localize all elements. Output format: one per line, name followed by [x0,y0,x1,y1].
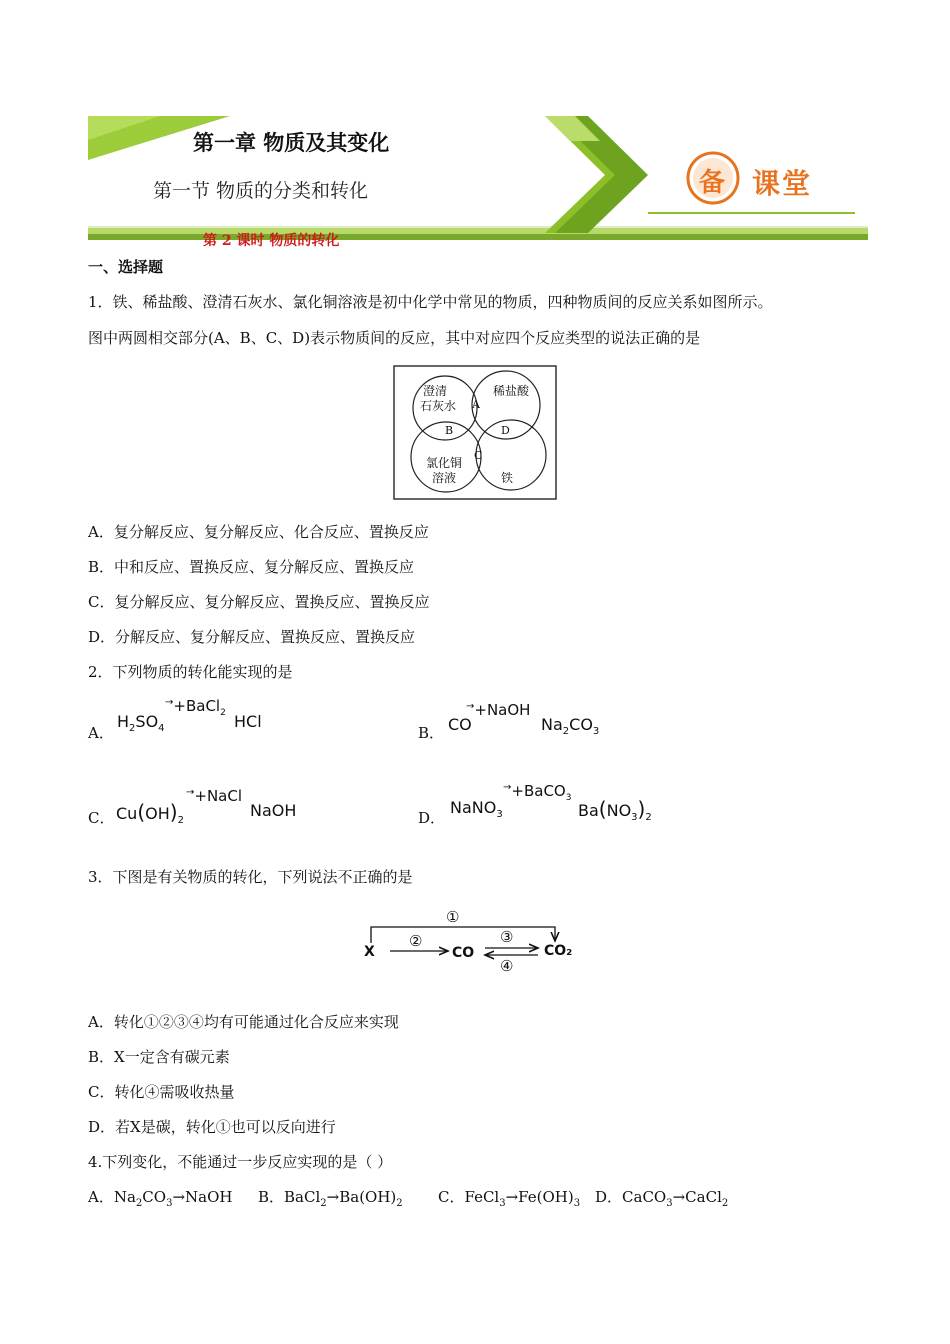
q1-option-d: D．分解反应、复分解反应、置换反应、置换反应 [88,628,416,646]
q4-option-d [595,1187,728,1214]
q2-a-label: A． [88,724,114,742]
q3-conversion-diagram [360,905,580,977]
venn-svg [393,365,557,500]
q2-d-reagent [503,782,571,803]
q2-d-reactant-sub: 3 [496,809,503,821]
q4-d-product: →CaCl [672,1188,722,1206]
q2-b-product-na: Na [541,715,563,734]
q2-c-label: C． [88,809,115,827]
q2-d-reagent-text: +BaCO [511,782,566,800]
q2-d-reactant [450,798,503,820]
q2-c-reagent-text: +NaCl [194,787,243,805]
q4-a-label: A． [88,1188,114,1206]
q4-a-na: Na [113,1188,136,1206]
q3-node-x: X [364,944,375,960]
section-title: 第一节 物质的分类和转化 [153,180,369,202]
q4-c-sub1: 3 [499,1198,506,1209]
venn-diagram [393,365,557,500]
paren-close: ) [169,800,178,824]
venn-region-b: B [445,424,454,437]
q4-a-product: →NaOH [172,1188,233,1206]
q1-option-c: C．复分解反应、复分解反应、置换反应、置换反应 [88,593,430,611]
q2-a-reagent-text: +BaCl [173,697,221,715]
q4-stem: 4.下列变化，不能通过一步反应实现的是（ ） [88,1153,393,1171]
bottom-bar-shine [88,226,868,228]
q4-option-c [438,1187,580,1214]
paren-open: ( [598,797,607,821]
venn-region-a: A [472,398,480,411]
section-heading: 一、选择题 [88,258,164,276]
q2-d-product [578,797,652,823]
q3-option-b: B．X一定含有碳元素 [88,1048,230,1066]
q4-a-sub2: 3 [166,1198,173,1209]
q2-b-reagent-text: +NaOH [474,701,531,719]
q4-a-sub1: 2 [135,1198,143,1209]
q4-d-caco: CaCO [622,1188,667,1206]
q2-d-reagent-sub: 3 [565,793,572,803]
q1-option-a: A．复分解反应、复分解反应、化合反应、置换反应 [88,523,429,541]
q4-b-sub2: 2 [396,1198,403,1209]
q3-label-3: ③ [500,928,514,946]
venn-region-c: C [474,449,483,462]
q3-option-d: D．若X是碳，转化①也可以反向进行 [88,1118,336,1136]
q2-c-reagent [186,787,242,805]
q4-b-product: →Ba(OH) [326,1188,397,1206]
logo-text-ketang: 课堂 [752,167,813,200]
q1-stem-line2: 图中两圆相交部分(A、B、C、D)表示物质间的反应，其中对应四个反应类型的说法正确的是 [88,329,701,347]
venn-label-hcl: 稀盐酸 [493,384,530,398]
q4-c-product: →Fe(OH) [505,1188,574,1206]
q2-b-reagent [466,701,530,719]
q2-b-product-sub2: 3 [592,726,600,738]
paren-open: ( [137,800,146,824]
q3-node-co2: CO₂ [544,943,573,959]
venn-label-cucl2-1: 氯化铜 [426,456,463,470]
q2-stem: 2．下列物质的转化能实现的是 [88,663,293,681]
q1-option-b: B．中和反应、置换反应、复分解反应、置换反应 [88,558,415,576]
chapter-title: 第一章 物质及其变化 [193,131,390,155]
q2-c-reactant [116,800,184,826]
q3-label-2: ② [409,932,423,950]
q2-d-product-sub2: 2 [645,812,652,824]
q2-d-product-no: NO [606,801,632,820]
q4-d-sub2: 2 [721,1198,729,1209]
arrow-1 [371,927,555,943]
lesson-title: 第 2 课时 物质的转化 [203,233,340,249]
q2-a-reagent-sub: 2 [220,708,226,718]
q2-a-reactant-so: SO [135,712,159,731]
q2-c-reactant-oh: OH [145,804,170,823]
venn-label-limewater-1: 澄清 [423,384,448,398]
q2-b-product-co: CO [569,715,593,734]
q4-b-label: B． [258,1188,285,1206]
q2-d-reactant-nano: NaNO [450,798,497,817]
q2-c-product: NaOH [250,801,297,820]
q4-d-sub1: 3 [666,1198,673,1209]
q4-option-a [88,1187,232,1214]
q2-b-label: B． [418,724,445,742]
q4-c-fecl: FeCl [464,1188,500,1206]
q2-b-reactant: CO [448,715,472,734]
q2-d-product-sub1: 3 [631,812,638,824]
q4-a-co: CO [142,1188,167,1206]
venn-label-cucl2-2: 溶液 [432,471,457,485]
q2-a-reactant [117,712,165,734]
q3-option-a: A．转化①②③④均有可能通过化合反应来实现 [88,1013,399,1031]
q2-a-reactant-sub1: 2 [129,723,136,735]
q4-c-label: C． [438,1188,465,1206]
venn-label-limewater-2: 石灰水 [420,399,457,413]
q3-label-1: ① [446,908,460,926]
q3-option-c: C．转化④需吸收热量 [88,1083,235,1101]
paren-close: ) [637,797,646,821]
q2-b-product [541,715,599,737]
venn-label-fe: 铁 [501,471,514,485]
q4-d-label: D． [595,1188,623,1206]
q2-d-product-ba: Ba [578,801,599,820]
q2-c-reactant-sub: 2 [177,815,184,827]
q2-a-reagent [165,697,226,718]
venn-region-d: D [501,424,510,437]
arrow-icon: → [165,697,174,708]
arrow-icon: → [186,787,195,798]
q1-stem-line1: 1．铁、稀盐酸、澄清石灰水、氯化铜溶液是初中化学中常见的物质，四种物质间的反应关系如图所示。 [88,293,773,311]
header-graphic [0,0,950,250]
q4-b-bacl: BaCl [284,1188,321,1206]
q3-diagram-svg [360,905,580,977]
q2-b-product-sub1: 2 [562,726,570,738]
q2-a-reactant-sub2: 4 [158,723,165,735]
q3-label-4: ④ [500,957,514,975]
q2-d-label: D． [418,809,446,827]
logo-text-bei: 备 [699,168,726,198]
arrow-icon: → [466,701,475,712]
q4-c-sub2: 3 [573,1198,581,1209]
q2-a-reactant-h: H [117,712,130,731]
q2-c-reactant-cu: Cu [116,804,138,823]
arrow-icon: → [503,782,512,793]
q4-option-b [258,1187,403,1214]
q3-stem: 3．下图是有关物质的转化，下列说法不正确的是 [88,868,413,886]
q3-node-co: CO [452,945,475,961]
q2-a-product: HCl [234,712,262,731]
q4-b-sub1: 2 [320,1198,327,1209]
